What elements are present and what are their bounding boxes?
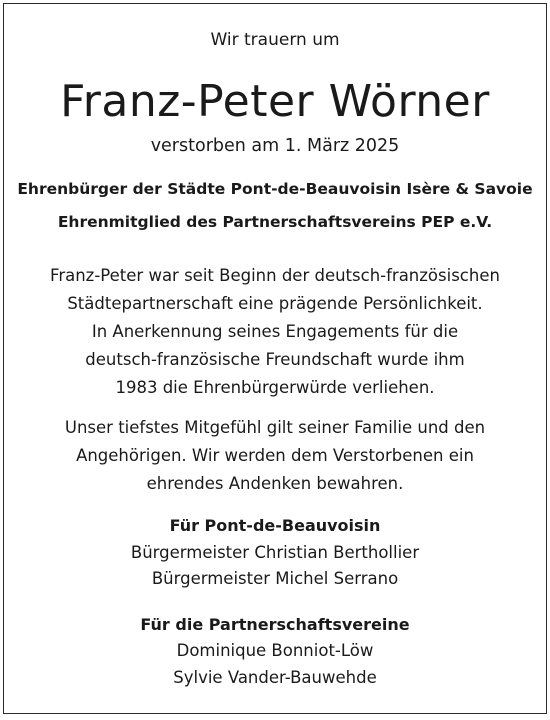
signature-heading: Für die Partnerschaftsvereine: [140, 615, 410, 634]
honor-line: Ehrenmitglied des Partnerschaftsvereins PEP e.V.: [57, 213, 493, 231]
paragraph-line: deutsch-französische Freundschaft wurde ihm: [85, 350, 465, 369]
obituary-notice: [3, 3, 547, 714]
intro-text: Wir trauern um: [210, 30, 340, 50]
death-date: verstorben am 1. März 2025: [150, 136, 400, 156]
paragraph-line: Unser tiefstes Mitgefühl gilt seiner Familie und den: [64, 418, 486, 437]
signatory-name: Dominique Bonniot-Löw: [176, 641, 374, 660]
paragraph-line: Angehörigen. Wir werden dem Verstorbenen ein: [76, 446, 474, 465]
paragraph-line: In Anerkennung seines Engagements für die: [91, 322, 459, 341]
honor-line: Ehrenbürger der Städte Pont-de-Beauvoisin Isère & Savoie: [17, 180, 533, 198]
signatory-name: Bürgermeister Christian Berthollier: [130, 543, 420, 562]
paragraph-line: Städtepartnerschaft eine prägende Persönlichkeit.: [67, 294, 483, 313]
condolence-paragraph: [4, 414, 546, 498]
deceased-name: Franz-Peter Wörner: [60, 76, 490, 127]
signature-heading: Für Pont-de-Beauvoisin: [169, 516, 381, 535]
signatory-name: Sylvie Vander-Bauwehde: [173, 668, 377, 687]
signatory-name: Bürgermeister Michel Serrano: [151, 569, 399, 588]
paragraph-line: 1983 die Ehrenbürgerwürde verliehen.: [115, 378, 435, 397]
paragraph-line: Franz-Peter war seit Beginn der deutsch-französischen: [50, 266, 500, 285]
paragraph-line: ehrendes Andenken bewahren.: [146, 474, 404, 493]
tribute-paragraph: [4, 262, 546, 402]
